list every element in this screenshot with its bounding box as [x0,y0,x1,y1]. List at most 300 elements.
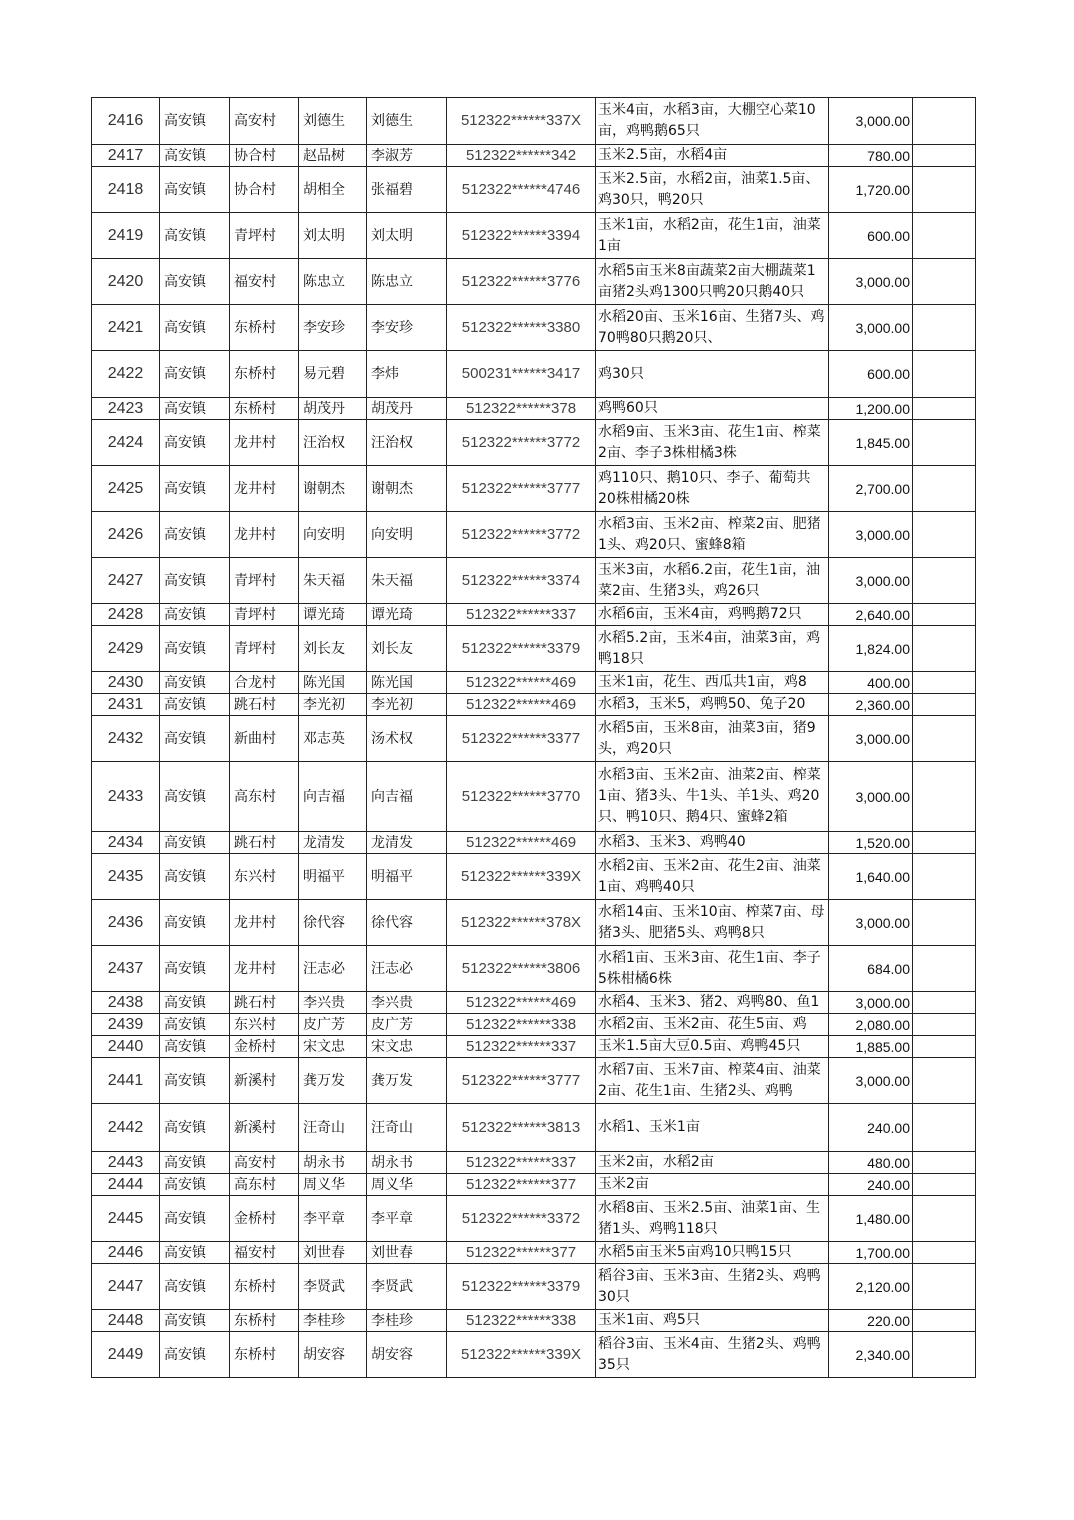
town-cell: 高安镇 [160,1242,230,1264]
household-head-cell: 谭光琦 [299,604,367,626]
subsidy-amount-cell: 240.00 [829,1104,913,1152]
recipient-name-cell: 谢朝杰 [367,466,447,512]
subsidy-amount-cell: 1,640.00 [829,854,913,900]
subsidy-amount-cell: 220.00 [829,1310,913,1332]
table-row [92,832,976,854]
recipient-name-cell: 谭光琦 [367,604,447,626]
subsidy-amount-cell: 1,200.00 [829,398,913,420]
subsidy-table-sheet [91,97,975,1378]
town-cell: 高安镇 [160,604,230,626]
household-head-cell: 向安明 [299,512,367,558]
recipient-name-cell: 向吉福 [367,762,447,832]
production-items-cell: 水稻3亩、玉米2亩、榨菜2亩、肥猪1头、鸡20只、蜜蜂8箱 [596,512,829,558]
village-cell: 龙井村 [230,512,299,558]
village-cell: 跳石村 [230,694,299,716]
recipient-name-cell: 刘太明 [367,213,447,259]
recipient-name-cell: 刘世春 [367,1242,447,1264]
village-cell: 东桥村 [230,398,299,420]
household-head-cell: 皮广芳 [299,1014,367,1036]
row-number: 2420 [92,259,160,305]
remarks-cell [913,900,976,946]
table-row [92,1152,976,1174]
production-items-cell: 玉米1.5亩大豆0.5亩、鸡鸭45只 [596,1036,829,1058]
id-number-cell: 512322******3377 [447,716,596,762]
remarks-cell [913,716,976,762]
recipient-name-cell: 李光初 [367,694,447,716]
table-row [92,466,976,512]
table-row [92,145,976,167]
village-cell: 青坪村 [230,558,299,604]
village-cell: 青坪村 [230,604,299,626]
table-row [92,420,976,466]
recipient-name-cell: 皮广芳 [367,1014,447,1036]
town-cell: 高安镇 [160,992,230,1014]
table-row [92,604,976,626]
row-number: 2441 [92,1058,160,1104]
production-items-cell: 玉米2.5亩，水稻4亩 [596,145,829,167]
id-number-cell: 512322******469 [447,672,596,694]
recipient-name-cell: 明福平 [367,854,447,900]
subsidy-amount-cell: 3,000.00 [829,259,913,305]
subsidy-amount-cell: 400.00 [829,672,913,694]
id-number-cell: 512322******378 [447,398,596,420]
production-items-cell: 水稻6亩，玉米4亩，鸡鸭鹅72只 [596,604,829,626]
production-items-cell: 水稻5亩，玉米8亩，油菜3亩，猪9头，鸡20只 [596,716,829,762]
subsidy-amount-cell: 3,000.00 [829,305,913,351]
subsidy-amount-cell: 2,340.00 [829,1332,913,1378]
id-number-cell: 512322******339X [447,854,596,900]
production-items-cell: 玉米2亩 [596,1174,829,1196]
table-row [92,716,976,762]
remarks-cell [913,694,976,716]
subsidy-amount-cell: 684.00 [829,946,913,992]
recipient-name-cell: 胡安容 [367,1332,447,1378]
production-items-cell: 鸡鸭60只 [596,398,829,420]
subsidy-table [91,97,976,1378]
table-row [92,1242,976,1264]
production-items-cell: 稻谷3亩、玉米4亩、生猪2头、鸡鸭35只 [596,1332,829,1378]
id-number-cell: 512322******469 [447,832,596,854]
remarks-cell [913,1104,976,1152]
table-row [92,900,976,946]
row-number: 2416 [92,98,160,145]
production-items-cell: 水稻20亩、玉米16亩、生猪7头、鸡70鸭80只鹅20只、 [596,305,829,351]
household-head-cell: 刘太明 [299,213,367,259]
subsidy-amount-cell: 3,000.00 [829,900,913,946]
remarks-cell [913,1174,976,1196]
row-number: 2436 [92,900,160,946]
table-row [92,992,976,1014]
production-items-cell: 鸡110只、鹅10只、李子、葡萄共20株柑橘20株 [596,466,829,512]
household-head-cell: 宋文忠 [299,1036,367,1058]
village-cell: 东桥村 [230,1264,299,1310]
production-items-cell: 水稻14亩、玉米10亩、榨菜7亩、母猪3头、肥猪5头、鸡鸭8只 [596,900,829,946]
recipient-name-cell: 汪奇山 [367,1104,447,1152]
recipient-name-cell: 龙清发 [367,832,447,854]
town-cell: 高安镇 [160,420,230,466]
village-cell: 协合村 [230,167,299,213]
row-number: 2448 [92,1310,160,1332]
subsidy-amount-cell: 3,000.00 [829,1058,913,1104]
town-cell: 高安镇 [160,466,230,512]
household-head-cell: 龚万发 [299,1058,367,1104]
remarks-cell [913,832,976,854]
table-row [92,1310,976,1332]
remarks-cell [913,98,976,145]
table-row [92,213,976,259]
village-cell: 高东村 [230,1174,299,1196]
recipient-name-cell: 李桂珍 [367,1310,447,1332]
row-number: 2419 [92,213,160,259]
row-number: 2449 [92,1332,160,1378]
town-cell: 高安镇 [160,558,230,604]
village-cell: 新溪村 [230,1104,299,1152]
town-cell: 高安镇 [160,351,230,398]
row-number: 2446 [92,1242,160,1264]
village-cell: 东桥村 [230,1310,299,1332]
production-items-cell: 水稻3亩、玉米2亩、油菜2亩、榨菜1亩、猪3头、牛1头、羊1头、鸡20只、鸭10只、鹅4只、蜜蜂2箱 [596,762,829,832]
town-cell: 高安镇 [160,854,230,900]
subsidy-amount-cell: 2,700.00 [829,466,913,512]
production-items-cell: 水稻4、玉米3、猪2、鸡鸭80、鱼1 [596,992,829,1014]
id-number-cell: 512322******469 [447,694,596,716]
town-cell: 高安镇 [160,1104,230,1152]
household-head-cell: 明福平 [299,854,367,900]
table-row [92,1058,976,1104]
subsidy-amount-cell: 1,520.00 [829,832,913,854]
id-number-cell: 512322******3777 [447,1058,596,1104]
id-number-cell: 512322******377 [447,1174,596,1196]
production-items-cell: 玉米3亩，水稻6.2亩，花生1亩，油菜2亩、生猪3头，鸡26只 [596,558,829,604]
production-items-cell: 玉米1亩、鸡5只 [596,1310,829,1332]
household-head-cell: 徐代容 [299,900,367,946]
village-cell: 新溪村 [230,1058,299,1104]
remarks-cell [913,1264,976,1310]
subsidy-amount-cell: 3,000.00 [829,512,913,558]
village-cell: 青坪村 [230,213,299,259]
remarks-cell [913,305,976,351]
remarks-cell [913,672,976,694]
household-head-cell: 李贤武 [299,1264,367,1310]
row-number: 2431 [92,694,160,716]
household-head-cell: 李平章 [299,1196,367,1242]
recipient-name-cell: 汪志必 [367,946,447,992]
remarks-cell [913,213,976,259]
table-row [92,762,976,832]
remarks-cell [913,946,976,992]
remarks-cell [913,398,976,420]
remarks-cell [913,167,976,213]
household-head-cell: 谢朝杰 [299,466,367,512]
recipient-name-cell: 朱天福 [367,558,447,604]
production-items-cell: 水稻9亩、玉米3亩、花生1亩、榨菜2亩、李子3株柑橘3株 [596,420,829,466]
recipient-name-cell: 李兴贵 [367,992,447,1014]
subsidy-amount-cell: 1,480.00 [829,1196,913,1242]
village-cell: 高东村 [230,762,299,832]
household-head-cell: 刘长友 [299,626,367,672]
village-cell: 高安村 [230,1152,299,1174]
subsidy-amount-cell: 2,120.00 [829,1264,913,1310]
recipient-name-cell: 李安珍 [367,305,447,351]
remarks-cell [913,604,976,626]
household-head-cell: 刘德生 [299,98,367,145]
recipient-name-cell: 汪治权 [367,420,447,466]
household-head-cell: 汪治权 [299,420,367,466]
production-items-cell: 水稻1亩、玉米3亩、花生1亩、李子5株柑橘6株 [596,946,829,992]
table-row [92,854,976,900]
village-cell: 龙井村 [230,946,299,992]
row-number: 2424 [92,420,160,466]
village-cell: 青坪村 [230,626,299,672]
village-cell: 福安村 [230,1242,299,1264]
id-number-cell: 512322******3380 [447,305,596,351]
production-items-cell: 水稻5亩玉米8亩蔬菜2亩大棚蔬菜1亩猪2头鸡1300只鸭20只鹅40只 [596,259,829,305]
recipient-name-cell: 汤术权 [367,716,447,762]
household-head-cell: 赵品树 [299,145,367,167]
village-cell: 合龙村 [230,672,299,694]
subsidy-amount-cell: 3,000.00 [829,558,913,604]
recipient-name-cell: 李平章 [367,1196,447,1242]
recipient-name-cell: 周义华 [367,1174,447,1196]
row-number: 2440 [92,1036,160,1058]
remarks-cell [913,1332,976,1378]
production-items-cell: 水稻2亩、玉米2亩、花生2亩、油菜1亩、鸡鸭40只 [596,854,829,900]
row-number: 2444 [92,1174,160,1196]
table-row [92,672,976,694]
remarks-cell [913,762,976,832]
town-cell: 高安镇 [160,1196,230,1242]
remarks-cell [913,259,976,305]
row-number: 2439 [92,1014,160,1036]
recipient-name-cell: 宋文忠 [367,1036,447,1058]
id-number-cell: 512322******3772 [447,420,596,466]
recipient-name-cell: 刘德生 [367,98,447,145]
village-cell: 东兴村 [230,1014,299,1036]
household-head-cell: 周义华 [299,1174,367,1196]
remarks-cell [913,626,976,672]
row-number: 2417 [92,145,160,167]
table-row [92,1104,976,1152]
village-cell: 金桥村 [230,1196,299,1242]
production-items-cell: 水稻3，玉米5，鸡鸭50、兔子20 [596,694,829,716]
row-number: 2426 [92,512,160,558]
row-number: 2443 [92,1152,160,1174]
table-row [92,1264,976,1310]
id-number-cell: 512322******3772 [447,512,596,558]
production-items-cell: 水稻3、玉米3、鸡鸭40 [596,832,829,854]
household-head-cell: 朱天福 [299,558,367,604]
table-row [92,351,976,398]
row-number: 2429 [92,626,160,672]
remarks-cell [913,1014,976,1036]
town-cell: 高安镇 [160,213,230,259]
subsidy-amount-cell: 3,000.00 [829,716,913,762]
subsidy-amount-cell: 480.00 [829,1152,913,1174]
recipient-name-cell: 刘长友 [367,626,447,672]
id-number-cell: 512322******3379 [447,1264,596,1310]
table-row [92,626,976,672]
id-number-cell: 512322******377 [447,1242,596,1264]
household-head-cell: 易元碧 [299,351,367,398]
household-head-cell: 李光初 [299,694,367,716]
town-cell: 高安镇 [160,167,230,213]
table-row [92,694,976,716]
id-number-cell: 512322******3776 [447,259,596,305]
town-cell: 高安镇 [160,900,230,946]
village-cell: 东桥村 [230,351,299,398]
village-cell: 东桥村 [230,1332,299,1378]
production-items-cell: 水稻5亩玉米5亩鸡10只鸭15只 [596,1242,829,1264]
village-cell: 高安村 [230,98,299,145]
id-number-cell: 512322******339X [447,1332,596,1378]
table-row [92,259,976,305]
town-cell: 高安镇 [160,1152,230,1174]
table-row [92,1014,976,1036]
id-number-cell: 512322******3777 [447,466,596,512]
production-items-cell: 水稻2亩、玉米2亩、花生5亩、鸡 [596,1014,829,1036]
recipient-name-cell: 李炜 [367,351,447,398]
id-number-cell: 512322******3394 [447,213,596,259]
recipient-name-cell: 胡茂丹 [367,398,447,420]
village-cell: 新曲村 [230,716,299,762]
household-head-cell: 胡茂丹 [299,398,367,420]
row-number: 2422 [92,351,160,398]
table-row [92,512,976,558]
village-cell: 龙井村 [230,420,299,466]
recipient-name-cell: 陈忠立 [367,259,447,305]
town-cell: 高安镇 [160,98,230,145]
remarks-cell [913,1036,976,1058]
id-number-cell: 512322******3770 [447,762,596,832]
town-cell: 高安镇 [160,145,230,167]
production-items-cell: 水稻5.2亩，玉米4亩，油菜3亩，鸡鸭18只 [596,626,829,672]
id-number-cell: 512322******3806 [447,946,596,992]
town-cell: 高安镇 [160,1332,230,1378]
production-items-cell: 稻谷3亩、玉米3亩、生猪2头、鸡鸭30只 [596,1264,829,1310]
id-number-cell: 512322******337 [447,604,596,626]
production-items-cell: 玉米1亩，水稻2亩，花生1亩，油菜1亩 [596,213,829,259]
subsidy-amount-cell: 780.00 [829,145,913,167]
id-number-cell: 512322******338 [447,1310,596,1332]
table-row [92,1332,976,1378]
id-number-cell: 512322******337 [447,1152,596,1174]
household-head-cell: 陈光国 [299,672,367,694]
town-cell: 高安镇 [160,1310,230,1332]
household-head-cell: 胡安容 [299,1332,367,1378]
id-number-cell: 512322******3379 [447,626,596,672]
production-items-cell: 玉米1亩，花生、西瓜共1亩，鸡8 [596,672,829,694]
production-items-cell: 玉米2.5亩，水稻2亩，油菜1.5亩、鸡30只，鸭20只 [596,167,829,213]
village-cell: 东兴村 [230,854,299,900]
subsidy-amount-cell: 2,360.00 [829,694,913,716]
id-number-cell: 512322******3813 [447,1104,596,1152]
subsidy-amount-cell: 1,700.00 [829,1242,913,1264]
town-cell: 高安镇 [160,946,230,992]
remarks-cell [913,145,976,167]
subsidy-amount-cell: 600.00 [829,213,913,259]
table-row [92,98,976,145]
row-number: 2445 [92,1196,160,1242]
subsidy-amount-cell: 3,000.00 [829,762,913,832]
row-number: 2418 [92,167,160,213]
household-head-cell: 汪志必 [299,946,367,992]
household-head-cell: 龙清发 [299,832,367,854]
row-number: 2432 [92,716,160,762]
id-number-cell: 512322******337 [447,1036,596,1058]
production-items-cell: 水稻1、玉米1亩 [596,1104,829,1152]
village-cell: 协合村 [230,145,299,167]
table-row [92,1174,976,1196]
subsidy-amount-cell: 1,824.00 [829,626,913,672]
household-head-cell: 刘世春 [299,1242,367,1264]
production-items-cell: 鸡30只 [596,351,829,398]
village-cell: 龙井村 [230,466,299,512]
row-number: 2423 [92,398,160,420]
row-number: 2421 [92,305,160,351]
production-items-cell: 玉米4亩，水稻3亩，大棚空心菜10亩，鸡鸭鹅65只 [596,98,829,145]
remarks-cell [913,992,976,1014]
subsidy-amount-cell: 240.00 [829,1174,913,1196]
row-number: 2425 [92,466,160,512]
row-number: 2428 [92,604,160,626]
household-head-cell: 邓志英 [299,716,367,762]
village-cell: 金桥村 [230,1036,299,1058]
recipient-name-cell: 李贤武 [367,1264,447,1310]
town-cell: 高安镇 [160,259,230,305]
village-cell: 跳石村 [230,832,299,854]
row-number: 2435 [92,854,160,900]
row-number: 2438 [92,992,160,1014]
id-number-cell: 500231******3417 [447,351,596,398]
town-cell: 高安镇 [160,398,230,420]
household-head-cell: 胡永书 [299,1152,367,1174]
table-row [92,1036,976,1058]
village-cell: 福安村 [230,259,299,305]
town-cell: 高安镇 [160,716,230,762]
town-cell: 高安镇 [160,762,230,832]
row-number: 2430 [92,672,160,694]
town-cell: 高安镇 [160,694,230,716]
town-cell: 高安镇 [160,305,230,351]
household-head-cell: 李兴贵 [299,992,367,1014]
village-cell: 跳石村 [230,992,299,1014]
row-number: 2442 [92,1104,160,1152]
subsidy-amount-cell: 3,000.00 [829,992,913,1014]
remarks-cell [913,1152,976,1174]
subsidy-amount-cell: 2,080.00 [829,1014,913,1036]
subsidy-amount-cell: 3,000.00 [829,98,913,145]
row-number: 2434 [92,832,160,854]
household-head-cell: 李桂珍 [299,1310,367,1332]
table-row [92,305,976,351]
recipient-name-cell: 胡永书 [367,1152,447,1174]
id-number-cell: 512322******3374 [447,558,596,604]
remarks-cell [913,1196,976,1242]
remarks-cell [913,351,976,398]
subsidy-amount-cell: 2,640.00 [829,604,913,626]
town-cell: 高安镇 [160,626,230,672]
table-row [92,558,976,604]
town-cell: 高安镇 [160,1036,230,1058]
remarks-cell [913,558,976,604]
id-number-cell: 512322******342 [447,145,596,167]
recipient-name-cell: 李淑芳 [367,145,447,167]
household-head-cell: 陈忠立 [299,259,367,305]
id-number-cell: 512322******469 [447,992,596,1014]
id-number-cell: 512322******378X [447,900,596,946]
recipient-name-cell: 陈光国 [367,672,447,694]
subsidy-amount-cell: 1,885.00 [829,1036,913,1058]
